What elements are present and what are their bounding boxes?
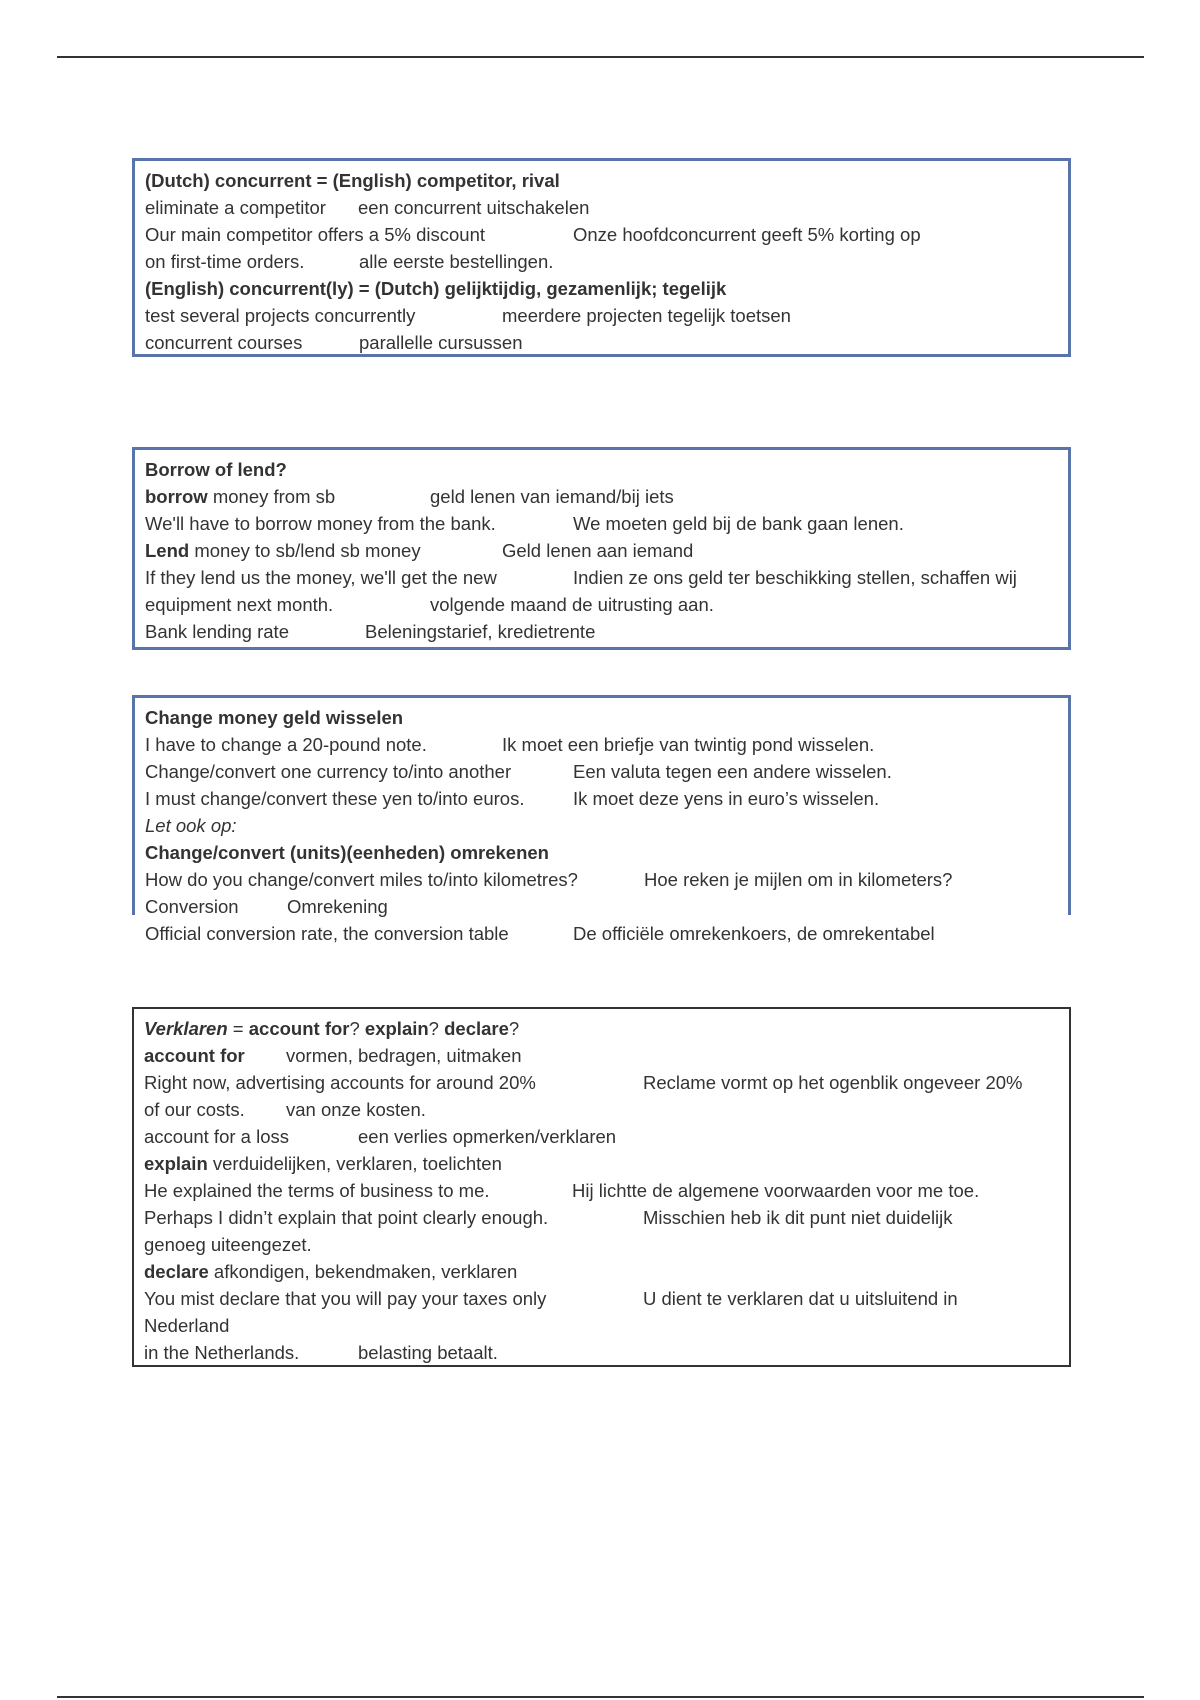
english-phrase: money to sb/lend sb money: [189, 540, 421, 561]
dutch-translation: Beleningstarief, kredietrente: [365, 621, 596, 642]
vocab-line: [145, 866, 1058, 893]
keyword: account for: [144, 1045, 245, 1066]
english-phrase: money from sb: [207, 486, 336, 507]
vocab-line: [144, 1150, 1059, 1177]
dutch-translation: Omrekening: [287, 896, 388, 917]
heading-question: ?: [508, 1018, 520, 1039]
keyword: Lend: [145, 540, 190, 561]
dutch-translation: Reclame vormt op het ogenblik ongeveer 20%: [643, 1072, 1023, 1093]
vocab-line: [145, 537, 1058, 564]
english-phrase: You mist declare that you will pay your taxes only: [144, 1288, 547, 1309]
dutch-translation: volgende maand de uitrusting aan.: [430, 594, 714, 615]
vocab-line: [145, 731, 1058, 758]
english-phrase: eliminate a competitor: [145, 197, 326, 218]
box-subheading: (English) concurrent(ly) = (Dutch) gelijktijdig, gezamenlijk; tegelijk: [145, 278, 727, 299]
vocab-line: [145, 510, 1058, 537]
heading-option: account for: [248, 1018, 350, 1039]
dutch-translation: Ik moet deze yens in euro’s wisselen.: [573, 788, 880, 809]
english-phrase: He explained the terms of business to me.: [144, 1180, 490, 1201]
vocab-line: [145, 920, 1058, 947]
english-phrase: on first-time orders.: [145, 251, 305, 272]
english-phrase: test several projects concurrently: [145, 305, 416, 326]
heading-question: ?: [428, 1018, 445, 1039]
vocab-line: [144, 1069, 1059, 1096]
box-heading: Change money geld wisselen: [145, 707, 404, 728]
vocab-line: [145, 758, 1058, 785]
dutch-translation: alle eerste bestellingen.: [359, 251, 554, 272]
dutch-translation: De officiële omrekenkoers, de omrekentabel: [573, 923, 935, 944]
heading-option: declare: [444, 1018, 509, 1039]
header-rule: [57, 56, 1144, 58]
vocab-line: [145, 248, 1058, 275]
vocab-line: genoeg uiteengezet.: [144, 1234, 312, 1255]
english-phrase: Perhaps I didn’t explain that point clearly enough.: [144, 1207, 549, 1228]
vocab-line: [144, 1339, 1059, 1366]
dutch-translation: Indien ze ons geld ter beschikking stellen, schaffen wij: [573, 567, 1017, 588]
vocab-line: [144, 1258, 1059, 1285]
vocab-line: [145, 591, 1058, 618]
heading-equals: =: [227, 1018, 249, 1039]
heading-question: ?: [349, 1018, 365, 1039]
dutch-translation: We moeten geld bij de bank gaan lenen.: [573, 513, 904, 534]
keyword: declare: [144, 1261, 209, 1282]
english-phrase: concurrent courses: [145, 332, 303, 353]
vocab-line: [144, 1204, 1059, 1231]
dutch-translation: een verlies opmerken/verklaren: [358, 1126, 617, 1147]
vocab-box-borrow-lend: [132, 447, 1071, 650]
vocab-line: [145, 893, 1058, 920]
vocab-line: [144, 1177, 1059, 1204]
dutch-translation: Onze hoofdconcurrent geeft 5% korting op: [573, 224, 921, 245]
dutch-translation: Een valuta tegen een andere wisselen.: [573, 761, 892, 782]
vocab-line: Nederland: [144, 1315, 230, 1336]
vocab-line: [145, 221, 1058, 248]
vocab-box-concurrent: [132, 158, 1071, 357]
dutch-translation: Hoe reken je mijlen om in kilometers?: [644, 869, 953, 890]
dutch-translation: parallelle cursussen: [359, 332, 523, 353]
english-phrase: in the Netherlands.: [144, 1342, 300, 1363]
keyword: explain: [144, 1153, 208, 1174]
dutch-translation: meerdere projecten tegelijk toetsen: [502, 305, 791, 326]
dutch-translation: U dient te verklaren dat u uitsluitend in: [643, 1288, 958, 1309]
heading-term: Verklaren: [144, 1018, 228, 1039]
vocab-line: [145, 564, 1058, 591]
dutch-translation: Misschien heb ik dit punt niet duidelijk: [643, 1207, 953, 1228]
dutch-translation: Ik moet een briefje van twintig pond wisselen.: [502, 734, 875, 755]
english-phrase: I have to change a 20-pound note.: [145, 734, 427, 755]
english-phrase: of our costs.: [144, 1099, 245, 1120]
vocab-line: [144, 1042, 1059, 1069]
english-phrase: We'll have to borrow money from the bank.: [145, 513, 496, 534]
vocab-line: [145, 194, 1058, 221]
english-phrase: I must change/convert these yen to/into euros.: [145, 788, 525, 809]
dutch-translation: afkondigen, bekendmaken, verklaren: [208, 1261, 518, 1282]
english-phrase: Change/convert one currency to/into another: [145, 761, 512, 782]
dutch-translation: van onze kosten.: [286, 1099, 426, 1120]
vocab-line: [144, 1096, 1059, 1123]
vocab-line: [145, 483, 1058, 510]
keyword: borrow: [145, 486, 208, 507]
english-phrase: account for a loss: [144, 1126, 289, 1147]
vocab-line: [145, 618, 1058, 645]
english-phrase: Official conversion rate, the conversion table: [145, 923, 509, 944]
vocab-line: [145, 785, 1058, 812]
dutch-translation: verduidelijken, verklaren, toelichten: [207, 1153, 502, 1174]
note-text: Let ook op:: [145, 815, 237, 836]
english-phrase: Our main competitor offers a 5% discount: [145, 224, 486, 245]
english-phrase: Conversion: [145, 896, 239, 917]
dutch-translation: een concurrent uitschakelen: [358, 197, 590, 218]
dutch-translation: geld lenen van iemand/bij iets: [430, 486, 674, 507]
english-phrase: equipment next month.: [145, 594, 334, 615]
dutch-translation: Geld lenen aan iemand: [502, 540, 694, 561]
english-phrase: If they lend us the money, we'll get the new: [145, 567, 497, 588]
vocab-line: [145, 302, 1058, 329]
vocab-line: [144, 1123, 1059, 1150]
dutch-translation: belasting betaalt.: [358, 1342, 498, 1363]
vocab-line: [145, 329, 1058, 356]
vocab-box-change-money: [132, 695, 1071, 944]
box-heading: Borrow of lend?: [145, 459, 287, 480]
english-phrase: Right now, advertising accounts for around 20%: [144, 1072, 536, 1093]
dutch-translation: vormen, bedragen, uitmaken: [286, 1045, 522, 1066]
dutch-translation: Hij lichtte de algemene voorwaarden voor me toe.: [572, 1180, 980, 1201]
vocab-line: [144, 1285, 1059, 1312]
box-heading: (Dutch) concurrent = (English) competitor, rival: [145, 170, 560, 191]
heading-option: explain: [364, 1018, 429, 1039]
vocab-box-verklaren: [132, 1007, 1071, 1367]
box-heading: [144, 1015, 1059, 1042]
box-subheading: Change/convert (units)(eenheden) omrekenen: [145, 842, 549, 863]
english-phrase: Bank lending rate: [145, 621, 289, 642]
footer-rule: [57, 1696, 1144, 1698]
english-phrase: How do you change/convert miles to/into kilometres?: [145, 869, 578, 890]
